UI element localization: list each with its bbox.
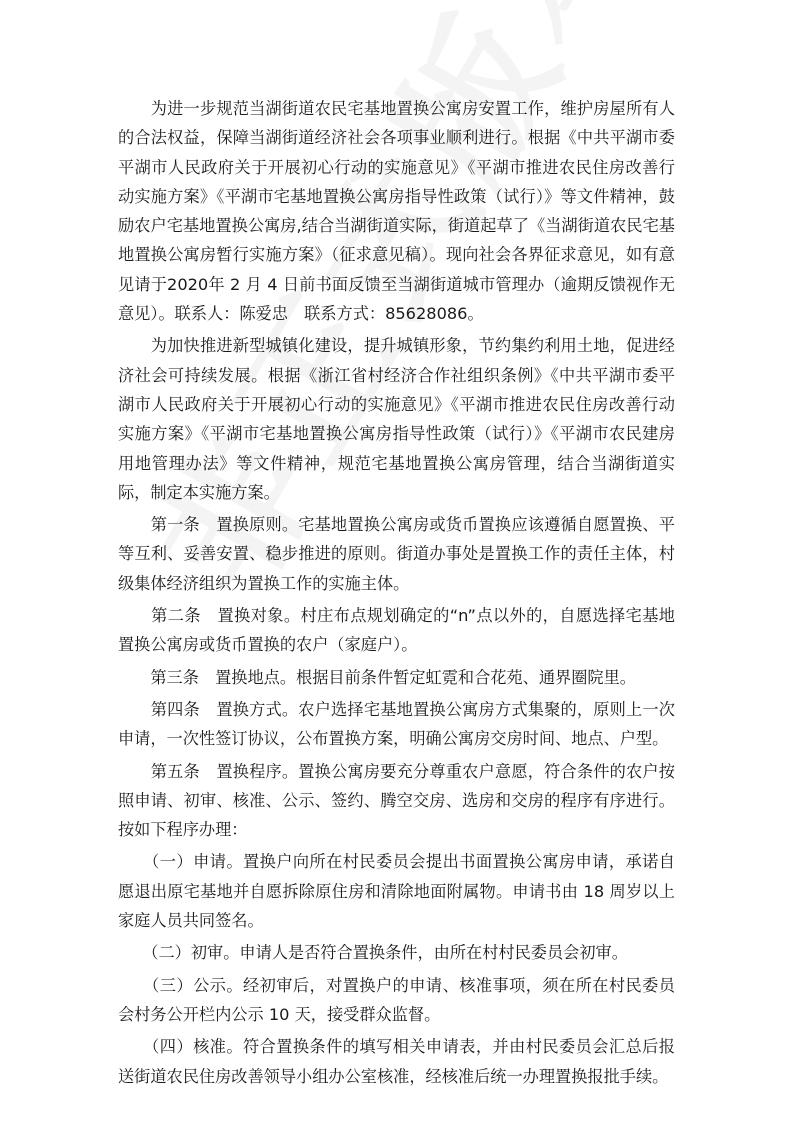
procedure-step-1: （一）申请。置换户向所在村民委员会提出书面置换公寓房申请，承诺自愿退出原宅基地并自愿拆除原住房和清除地面附属物。申请书由 18 周岁以上家庭人员共同签名。: [118, 852, 675, 931]
procedure-step-2: （二）初审。申请人是否符合置换条件，由所在村村民委员会初审。: [118, 943, 628, 963]
procedure-step-3: （三）公示。经初审后，对置换户的申请、核准事项，须在所在村民委员会村务公开栏内公示 10 天，接受群众监督。: [118, 975, 675, 1024]
paragraph-purpose: 为加快推进新型城镇化建设，提升城镇形象，节约集约利用土地，促进经济社会可持续发展。根据《浙江省村经济合作社组织条例》《中共平湖市委平湖市人民政府关于开展初心行动的实施意见》《平湖市推进农民住房改善行动实施方案》《平湖市宅基地置换公寓房指导性政策（试行）》《平湖市农民建房用地管理办法》等文件精神，规范宅基地置换公寓房管理，结合当湖街道实际，制定本实施方案。: [118, 336, 675, 502]
article-1: 第一条 置换原则。宅基地置换公寓房或货币置换应该遵循自愿置换、平等互利、妥善安置、稳步推进的原则。街道办事处是置换工作的责任主体，村级集体经济组织为置换工作的实施主体。: [118, 515, 675, 593]
article-3: 第三条 置换地点。根据目前条件暂定虹霓和合花苑、通界圈院里。: [118, 667, 636, 687]
article-2: 第二条 置换对象。村庄布点规划确定的“n”点以外的，自愿选择宅基地置换公寓房或货币置换的农户（家庭户）。: [118, 606, 675, 655]
article-4: 第四条 置换方式。农户选择宅基地置换公寓房方式集聚的，原则上一次申请，一次性签订协议，公布置换方案，明确公寓房交房时间、地点、户型。: [118, 699, 675, 749]
article-5: 第五条 置换程序。置换公寓房要充分尊重农户意愿，符合条件的农户按照申请、初审、核准、公示、签约、腾空交房、选房和交房的程序有序进行。按如下程序办理：: [118, 761, 675, 840]
paragraph-intro: 为进一步规范当湖街道农民宅基地置换公寓房安置工作，维护房屋所有人的合法权益，保障当湖街道经济社会各项事业顺利进行。根据《中共平湖市委平湖市人民政府关于开展初心行动的实施意见》《平湖市推进农民住房改善行动实施方案》《平湖市宅基地置换公寓房指导性政策（试行）》等文件精神，鼓励农户宅基地置换公寓房,结合当湖街道实际，街道起草了《当湖街道农民宅基地置换公寓房暂行实施方案》（征求意见稿）。现向社会各界征求意见，如有意见请于2020年 2 月 4 日前书面反馈至当湖街道城市管理办（逾期反馈视作无意见）。联系人：陈爱忠 联系方式：85628086。: [118, 99, 675, 324]
procedure-step-4: （四）核准。符合置换条件的填写相关申请表，并由村民委员会汇总后报送街道农民住房改善领导小组办公室核准，经核准后统一办理置换报批手续。: [118, 1037, 675, 1086]
document-body: [118, 94, 675, 1094]
